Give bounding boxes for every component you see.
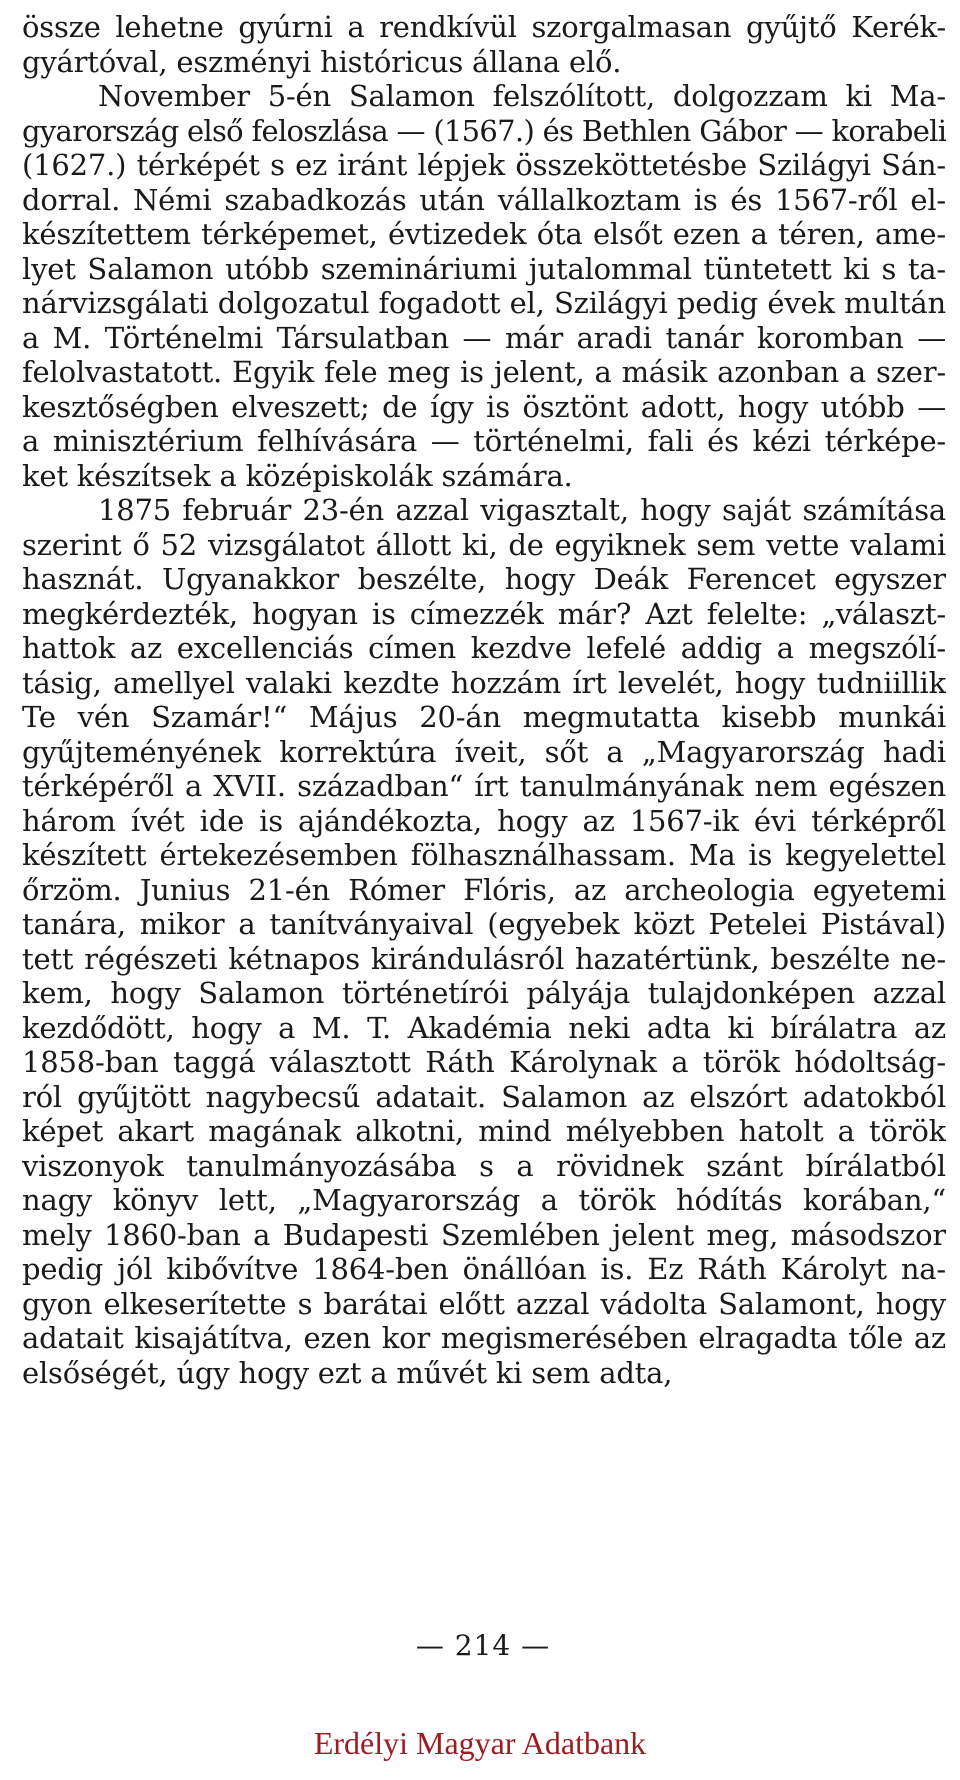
text-line: gyarország első feloszlása — (1567.) és Bethlen Gábor — korabeli [22,113,946,148]
body-text [22,10,946,1390]
text-line: Te vén Szamár!“ Május 20-án megmutatta kisebb munkái [22,700,946,734]
text-line: adatait kisajátítva, ezen kor megismerésében elragadta tőle az [22,1321,946,1355]
watermark: Erdélyi Magyar Adatbank [313,1725,647,1761]
text-line: pedig jól kibővítve 1864-ben önállóan is. Ez Ráth Károlyt na- [22,1252,946,1286]
text-line: mely 1860-ban a Budapesti Szemlében jelent meg, másodszor [22,1217,946,1252]
text-line: őrzöm. Junius 21-én Rómer Flóris, az archeologia egyetemi [22,872,946,907]
text-line: tett régészeti kétnapos kirándulásról hazatértünk, beszélte ne- [22,941,946,976]
text-line: készítettem térképemet, évtizedek óta elsőt ezen a téren, ame- [22,217,946,251]
text-line: ról gyűjtött nagybecsű adatait. Salamon az elszórt adatokból [22,1079,946,1114]
text-line: gyon elkeserítette s barátai előtt azzal vádolta Salamont, hogy [22,1286,946,1321]
text-line: tanára, mikor a tanítványaival (egyebek közt Petelei Pistával) [22,907,946,941]
text-line: gyűjteményének korrektúra íveit, sőt a „Magyarország hadi [22,734,946,769]
text-line: kem, hogy Salamon történetírói pályája tulajdonképen azzal [22,976,946,1010]
text-line: hasznát. Ugyanakkor beszélte, hogy Deák Ferencet egyszer [22,562,946,596]
document-page [18,4,948,1774]
text-line: ket készítsek a középiskolák számára. [22,458,573,493]
text-line: a minisztérium felhívására — történelmi, fali és kézi térképe- [22,424,946,458]
text-line: három ívét ide is ajándékozta, hogy az 1567-ik évi térképről [22,803,946,838]
text-line: össze lehetne gyúrni a rendkívül szorgalmasan gyűjtő Kerék- [22,10,946,44]
text-line: nárvizsgálati dolgozatul fogadott el, Szilágyi pedig évek multán [22,286,946,320]
text-line: dorral. Némi szabadkozás után vállalkoztam is és 1567-ről el- [22,182,946,217]
text-line: kezdődött, hogy a M. T. Akadémia neki adta ki bírálatra az [22,1010,946,1045]
text-line: szerint ő 52 vizsgálatot állott ki, de egyiknek sem vette valami [22,527,946,562]
text-line: kesztőségben elveszett; de így is ösztönt adott, hogy utóbb — [22,389,946,424]
text-line: megkérdezték, hogyan is címezzék már? Azt felelte: „választ- [22,596,946,631]
text-line: viszonyok tanulmányozásába s a rövidnek szánt bírálatból [22,1148,946,1183]
text-line: gyártóval, eszményi históricus állana elő. [22,44,622,79]
text-line: elsőségét, úgy hogy ezt a művét ki sem adta, [22,1355,673,1390]
text-line: November 5-én Salamon felszólított, dolgozzam ki Ma- [98,79,946,113]
text-line: 1875 február 23-én azzal vigasztalt, hogy saját számítása [98,493,946,527]
text-line: 1858-ban taggá választott Ráth Károlynak a török hódoltság- [22,1045,946,1079]
text-line: hattok az excellenciás címen kezdve lefelé addig a megszólí- [22,631,946,665]
text-line: lyet Salamon utóbb szemináriumi jutalommal tüntetett ki s ta- [22,251,946,286]
text-line: (1627.) térképét s ez iránt lépjek összeköttetésbe Szilágyi Sán- [22,148,946,182]
text-line: felolvastatott. Egyik fele meg is jelent, a másik azonban a szer- [22,355,946,389]
page-number: — 214 — [415,1629,551,1662]
text-line: nagy könyv lett, „Magyarország a török hódítás korában,“ [22,1183,946,1217]
text-line: a M. Történelmi Társulatban — már aradi tanár koromban — [22,320,946,355]
text-line: térképéről a XVII. században“ írt tanulmányának nem egészen [22,769,946,803]
text-line: készített értekezésemben fölhasználhassam. Ma is kegyelettel [22,838,946,872]
text-line: tásig, amellyel valaki kezdte hozzám írt levelét, hogy tudniillik [22,665,946,700]
text-line: képet akart magának alkotni, mind mélyebben hatolt a török [22,1114,946,1148]
